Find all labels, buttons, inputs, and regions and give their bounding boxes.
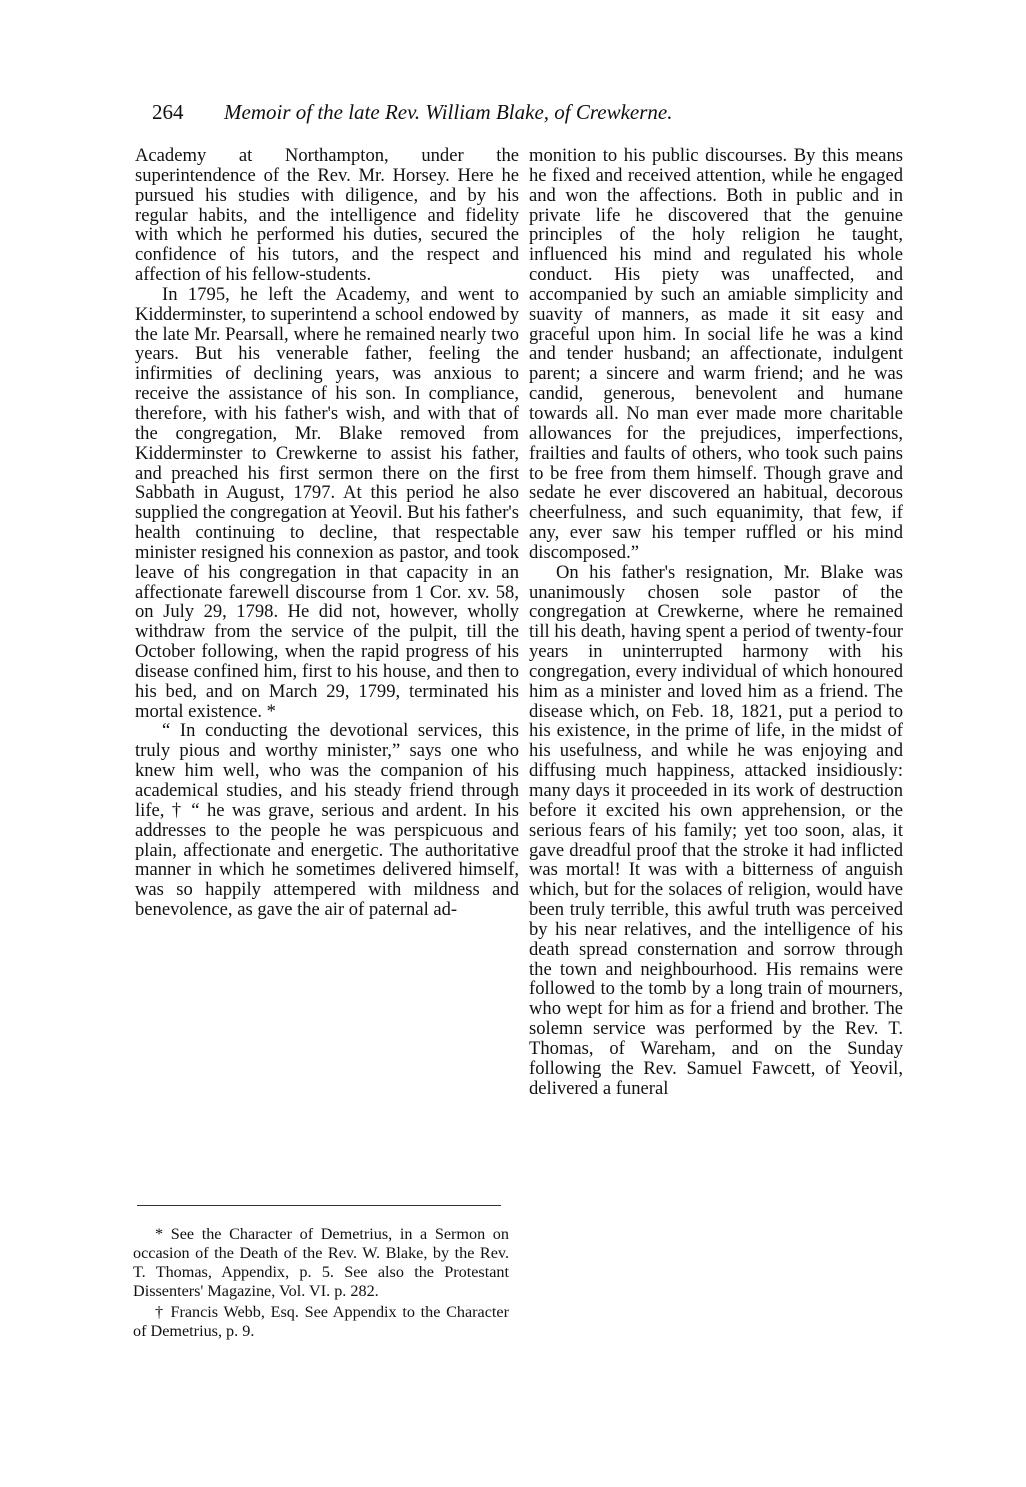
paragraph: On his father's resignation, Mr. Blake was unanimously chosen sole pastor of the congregation at Crewkerne, where he remained till his death, having spent a period of twenty-four years in uninterrupted harmony with his congregation, every individual of which honoured him as a minister and loved him as a friend. The disease which, on Feb. 18, 1821, put a period to his existence, in the prime of life, in the midst of his usefulness, and while he was enjoying and diffusing much happiness, attacked insidiously: many days it proceeded in its work of destruction before it excited his own apprehension, or the serious fears of his family; yet too soon, alas, it gave dreadful proof that the stroke it had inflicted was mortal! It was with a bitterness of anguish which, but for the solaces of religion, would have been truly terrible, this awful truth was perceived by his near relatives, and the intelligence of his death spread consternation and sorrow through the town and neighbourhood. His remains were followed to the tomb by a long train of mourners, who wept for him as for a friend and brother. The solemn service was performed by the Rev. T. Thomas, of Wareham, and on the Sunday following the Rev. Samuel Fawcett, of Yeovil, delivered a funeral (529, 561, 903, 1099)
paragraph: “ In conducting the devotional services, this truly pious and worthy minister,” says one who knew him well, who was the companion of his academical studies, and his steady friend through life, † “ he was grave, serious and ardent. In his addresses to the people he was perspicuous and plain, affectionate and energetic. The authoritative manner in which he sometimes delivered himself, was so happily attempered with mildness and benevolence, as gave the air of paternal ad- (135, 720, 519, 921)
paragraph: Academy at Northampton, under the superintendence of the Rev. Mr. Horsey. Here he pursued his studies with diligence, and by his regular habits, and the intelligence and fidelity with which he performed his duties, secured the confidence of his tutors, and the respect and affection of his fellow-students. (135, 145, 519, 286)
page-header (152, 100, 912, 130)
right-column (529, 146, 903, 1099)
footnote-divider (137, 1205, 501, 1206)
paragraph: monition to his public discourses. By this means he fixed and received attention, while he engaged and won the affections. Both in public and in private life he discovered that the genuine principles of the holy religion he taught, influenced his mind and regulated his whole conduct. His piety was unaffected, and accompanied by such an amiable simplicity and suavity of manners, as made it sit easy and graceful upon him. In social life he was a kind and tender husband; an affectionate, indulgent parent; a sincere and warm friend; and he was candid, generous, benevolent and humane towards all. No man ever made more charitable allowances for the prejudices, imperfections, frailties and faults of others, who took such pains to be free from them himself. Though grave and sedate he ever discovered an habitual, decorous cheerfulness, and such equanimity, that few, if any, ever saw his temper ruffled or his mind discomposed.” (529, 145, 903, 563)
paragraph: In 1795, he left the Academy, and went to Kidderminster, to superintend a school endowed by the late Mr. Pearsall, where he remained nearly two years. But his venerable father, feeling the infirmities of declining years, was anxious to receive the assistance of his son. In compliance, therefore, with his father's wish, and with that of the congregation, Mr. Blake removed from Kidderminster to Crewkerne to assist his father, and preached his first sermon there on the first Sabbath in August, 1797. At this period he also supplied the congregation at Yeovil. But his father's health continuing to decline, that respectable minister resigned his connexion as pastor, and took leave of his congregation in that capacity in an affectionate farewell discourse from 1 Cor. xv. 58, on July 29, 1798. He did not, however, wholly withdraw from the service of the pulpit, till the October following, when the rapid progress of his disease confined him, first to his house, and then to his bed, and on March 29, 1799, terminated his mortal existence. * (135, 283, 519, 722)
page-number: 264 (152, 100, 184, 124)
footnote: * See the Character of Demetrius, in a Sermon on occasion of the Death of the Rev. W. Blake, by the Rev. T. Thomas, Appendix, p. 5. See also the Protestant Dissenters' Magazine, Vol. VI. p. 282. (133, 1225, 509, 1300)
left-column (135, 146, 519, 920)
running-title: Memoir of the late Rev. William Blake, of Crewkerne. (224, 100, 673, 124)
footnotes (133, 1225, 509, 1343)
footnote: † Francis Webb, Esq. See Appendix to the Character of Demetrius, p. 9. (133, 1303, 509, 1340)
